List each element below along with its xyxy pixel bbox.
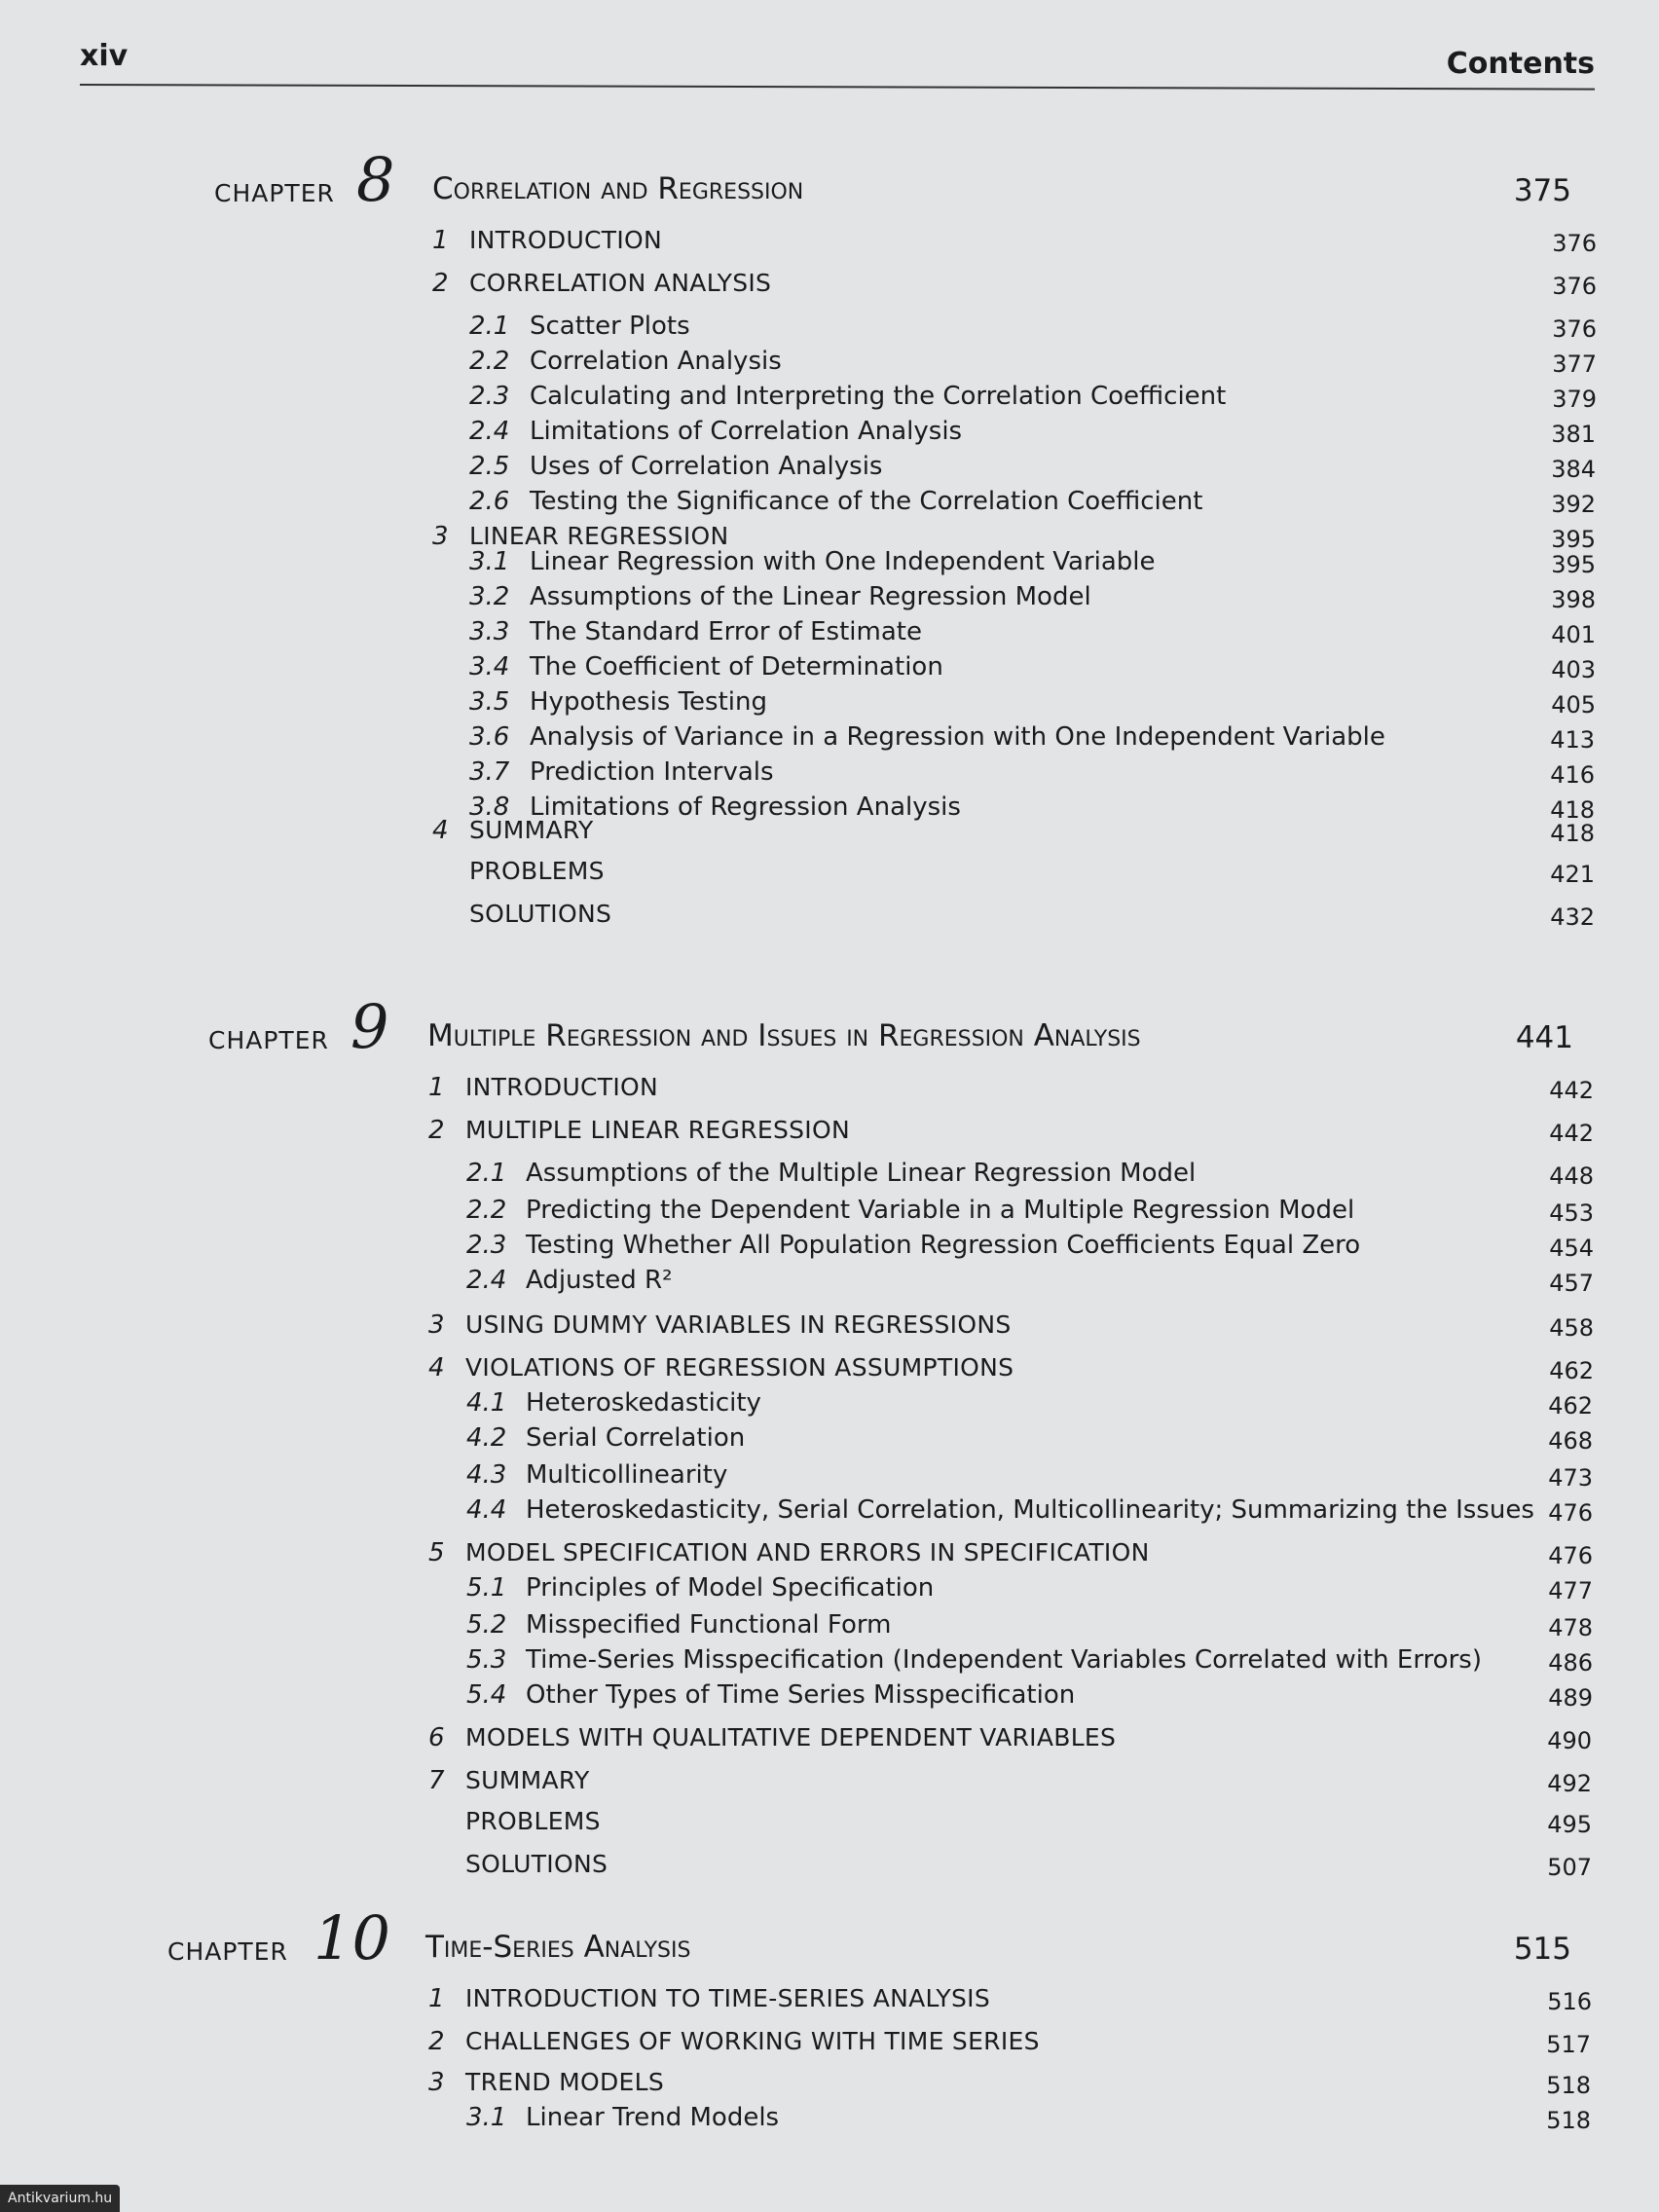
- entry-page: 518: [1546, 2072, 1591, 2099]
- entry-page: 418: [1550, 796, 1595, 824]
- entry-title[interactable]: INTRODUCTION: [465, 1073, 659, 1101]
- entry-title[interactable]: INTRODUCTION: [469, 226, 663, 254]
- entry-page: 384: [1551, 456, 1596, 483]
- chapter-page: 375: [1513, 173, 1571, 208]
- entry-title[interactable]: PROBLEMS: [465, 1807, 601, 1835]
- subsection-entry[interactable]: [0, 1196, 1659, 1231]
- entry-number: 1: [428, 1984, 445, 2013]
- chapter-heading: [0, 144, 1659, 234]
- entry-title[interactable]: Serial Correlation: [526, 1423, 746, 1453]
- entry-page: 413: [1550, 726, 1595, 754]
- entry-title[interactable]: SOLUTIONS: [465, 1850, 608, 1878]
- entry-title[interactable]: SUMMARY: [465, 1766, 590, 1794]
- section-entry[interactable]: [0, 1310, 1659, 1346]
- entry-number: 3: [432, 522, 449, 551]
- section-entry[interactable]: [0, 1073, 1659, 1108]
- entry-page: 401: [1551, 621, 1596, 648]
- entry-page: 376: [1552, 315, 1597, 343]
- entry-title[interactable]: Linear Trend Models: [526, 2103, 780, 2132]
- entry-number: 2.2: [469, 347, 510, 376]
- entry-page: 442: [1549, 1077, 1594, 1104]
- subsection-entry[interactable]: [0, 687, 1659, 722]
- entry-page: 476: [1548, 1542, 1593, 1569]
- chapter-label: CHAPTER: [167, 1937, 288, 1966]
- entry-title[interactable]: Testing the Significance of the Correlation Coefficient: [530, 487, 1203, 516]
- section-entry[interactable]: [0, 269, 1659, 304]
- entry-number: 4: [432, 816, 449, 845]
- entry-number: 2.6: [469, 487, 510, 516]
- subsection-entry[interactable]: [0, 617, 1659, 652]
- entry-page: 517: [1546, 2031, 1591, 2058]
- subsection-entry[interactable]: [0, 1231, 1659, 1266]
- entry-title[interactable]: Predicting the Dependent Variable in a Multiple Regression Model: [526, 1196, 1355, 1225]
- entry-number: 5.4: [466, 1680, 507, 1710]
- chapter-number: 10: [313, 1902, 390, 1973]
- chapter-page: 441: [1515, 1020, 1573, 1055]
- entry-page: 507: [1547, 1854, 1592, 1881]
- subsection-entry[interactable]: [0, 582, 1659, 617]
- entry-number: 4.4: [466, 1495, 507, 1525]
- entry-title[interactable]: SOLUTIONS: [469, 900, 612, 928]
- subsection-entry[interactable]: [0, 1388, 1659, 1423]
- entry-title[interactable]: Uses of Correlation Analysis: [530, 452, 883, 481]
- header-rule: [80, 84, 1595, 91]
- entry-title[interactable]: Other Types of Time Series Misspecification: [526, 1680, 1076, 1710]
- chapter-heading: [0, 1902, 1659, 1992]
- subsection-entry[interactable]: [0, 452, 1659, 487]
- chapter-label: CHAPTER: [208, 1026, 329, 1054]
- subsection-entry[interactable]: [0, 2103, 1659, 2138]
- entry-number: 4.2: [466, 1423, 507, 1453]
- entry-title[interactable]: INTRODUCTION TO TIME-SERIES ANALYSIS: [465, 1984, 991, 2012]
- subsection-entry[interactable]: [0, 1645, 1659, 1680]
- chapter-title[interactable]: Time-Series Analysis: [425, 1930, 691, 1965]
- entry-title[interactable]: CHALLENGES OF WORKING WITH TIME SERIES: [465, 2027, 1040, 2055]
- entry-title[interactable]: Heteroskedasticity, Serial Correlation, Multicollinearity; Summarizing the Issues: [526, 1495, 1534, 1525]
- subsection-entry[interactable]: [0, 1610, 1659, 1645]
- subsection-entry[interactable]: [0, 1460, 1659, 1495]
- entry-title[interactable]: The Standard Error of Estimate: [530, 617, 922, 646]
- entry-number: 2: [428, 2027, 445, 2056]
- subsection-entry[interactable]: [0, 1159, 1659, 1194]
- section-entry[interactable]: [0, 900, 1659, 935]
- entry-number: 2.3: [469, 382, 510, 411]
- entry-page: 473: [1548, 1464, 1593, 1492]
- entry-number: 3.6: [469, 722, 510, 752]
- subsection-entry[interactable]: [0, 1680, 1659, 1715]
- subsection-entry[interactable]: [0, 652, 1659, 687]
- subsection-entry[interactable]: [0, 487, 1659, 522]
- entry-page: 458: [1549, 1314, 1594, 1342]
- chapter-title[interactable]: Multiple Regression and Issues in Regression Analysis: [427, 1018, 1141, 1053]
- entry-page: 381: [1551, 421, 1596, 448]
- entry-page: 398: [1551, 586, 1596, 613]
- entry-number: 5.3: [466, 1645, 507, 1675]
- entry-number: 3: [428, 1310, 445, 1340]
- entry-number: 2: [432, 269, 449, 298]
- entry-title[interactable]: Misspecified Functional Form: [526, 1610, 892, 1640]
- entry-title[interactable]: Hypothesis Testing: [530, 687, 768, 717]
- section-entry[interactable]: [0, 1850, 1659, 1885]
- entry-page: 462: [1548, 1392, 1593, 1419]
- entry-page: 478: [1548, 1614, 1593, 1641]
- entry-title[interactable]: Limitations of Correlation Analysis: [530, 417, 963, 446]
- chapter-page: 515: [1513, 1932, 1571, 1967]
- entry-page: 453: [1549, 1199, 1594, 1227]
- entry-page: 395: [1551, 526, 1596, 553]
- entry-page: 454: [1549, 1235, 1594, 1262]
- entry-title[interactable]: LINEAR REGRESSION: [469, 522, 729, 550]
- subsection-entry[interactable]: [0, 1495, 1659, 1530]
- entry-number: 3.1: [466, 2103, 507, 2132]
- entry-number: 7: [428, 1766, 445, 1795]
- entry-number: 2.3: [466, 1231, 507, 1260]
- entry-number: 2.5: [469, 452, 510, 481]
- entry-page: 395: [1551, 551, 1596, 578]
- entry-page: 457: [1549, 1270, 1594, 1297]
- section-entry[interactable]: [0, 1723, 1659, 1758]
- entry-title[interactable]: Linear Regression with One Independent Variable: [530, 547, 1156, 576]
- entry-page: 490: [1547, 1727, 1592, 1754]
- entry-number: 2: [428, 1116, 445, 1145]
- subsection-entry[interactable]: [0, 417, 1659, 452]
- entry-page: 376: [1552, 230, 1597, 257]
- entry-title[interactable]: Correlation Analysis: [530, 347, 782, 376]
- section-entry[interactable]: [0, 1984, 1659, 2019]
- subsection-entry[interactable]: [0, 547, 1659, 582]
- entry-page: 421: [1550, 861, 1595, 888]
- entry-title[interactable]: Assumptions of the Linear Regression Model: [530, 582, 1091, 611]
- entry-page: 392: [1551, 491, 1596, 518]
- chapter-label: CHAPTER: [214, 179, 335, 207]
- entry-page: 477: [1548, 1577, 1593, 1604]
- chapter-number: 9: [350, 991, 389, 1062]
- entry-number: 3.2: [469, 582, 510, 611]
- entry-title[interactable]: MODEL SPECIFICATION AND ERRORS IN SPECIFICATION: [465, 1538, 1150, 1567]
- entry-page: 476: [1548, 1499, 1593, 1527]
- entry-title[interactable]: Limitations of Regression Analysis: [530, 793, 961, 822]
- subsection-entry[interactable]: [0, 347, 1659, 382]
- subsection-entry[interactable]: [0, 1423, 1659, 1458]
- section-entry[interactable]: [0, 857, 1659, 892]
- entry-number: 2.4: [469, 417, 510, 446]
- entry-number: 3.5: [469, 687, 510, 717]
- entry-page: 492: [1547, 1770, 1592, 1797]
- entry-number: 2.1: [469, 312, 510, 341]
- section-entry[interactable]: [0, 1766, 1659, 1801]
- entry-page: 462: [1549, 1357, 1594, 1384]
- entry-number: 5: [428, 1538, 445, 1567]
- entry-number: 3.4: [469, 652, 510, 682]
- subsection-entry[interactable]: [0, 757, 1659, 793]
- entry-page: 442: [1549, 1120, 1594, 1147]
- section-entry[interactable]: [0, 1116, 1659, 1151]
- section-entry[interactable]: [0, 2068, 1659, 2103]
- entry-page: 468: [1548, 1427, 1593, 1455]
- entry-title[interactable]: Prediction Intervals: [530, 757, 774, 787]
- entry-title[interactable]: Adjusted R²: [526, 1266, 673, 1295]
- entry-title[interactable]: Heteroskedasticity: [526, 1388, 761, 1418]
- entry-title[interactable]: SUMMARY: [469, 816, 594, 844]
- entry-number: 3.7: [469, 757, 510, 787]
- entry-number: 3: [428, 2068, 445, 2097]
- entry-page: 379: [1552, 386, 1597, 413]
- chapter-heading: [0, 991, 1659, 1081]
- entry-page: 516: [1547, 1988, 1592, 2015]
- entry-number: 5.2: [466, 1610, 507, 1640]
- entry-page: 405: [1551, 691, 1596, 719]
- subsection-entry[interactable]: [0, 1266, 1659, 1301]
- entry-page: 495: [1547, 1811, 1592, 1838]
- entry-number: 2.1: [466, 1159, 507, 1188]
- subsection-entry[interactable]: [0, 1573, 1659, 1608]
- entry-title[interactable]: The Coefficient of Determination: [530, 652, 943, 682]
- watermark-stamp: Antikvarium.hu: [0, 2185, 120, 2212]
- entry-number: 4.3: [466, 1460, 507, 1490]
- entry-number: 1: [432, 226, 449, 255]
- entry-title[interactable]: Analysis of Variance in a Regression with One Independent Variable: [530, 722, 1385, 752]
- entry-title[interactable]: Multicollinearity: [526, 1460, 728, 1490]
- entry-number: 5.1: [466, 1573, 507, 1603]
- entry-title[interactable]: Calculating and Interpreting the Correlation Coefficient: [530, 382, 1227, 411]
- entry-number: 2.2: [466, 1196, 507, 1225]
- chapter-number: 8: [356, 144, 395, 215]
- section-entry[interactable]: [0, 1353, 1659, 1388]
- entry-title[interactable]: MULTIPLE LINEAR REGRESSION: [465, 1116, 850, 1144]
- entry-title[interactable]: Assumptions of the Multiple Linear Regression Model: [526, 1159, 1197, 1188]
- entry-title[interactable]: Time-Series Misspecification (Independent Variables Correlated with Errors): [526, 1645, 1482, 1675]
- entry-number: 3.1: [469, 547, 510, 576]
- entry-page: 403: [1551, 656, 1596, 683]
- entry-page: 489: [1548, 1684, 1593, 1712]
- entry-number: 3.8: [469, 793, 510, 822]
- entry-number: 4: [428, 1353, 445, 1382]
- entry-page: 416: [1550, 761, 1595, 789]
- entry-page: 448: [1549, 1162, 1594, 1190]
- entry-page: 486: [1548, 1649, 1593, 1677]
- section-entry[interactable]: [0, 2027, 1659, 2062]
- entry-number: 4.1: [466, 1388, 507, 1418]
- entry-page: 432: [1550, 903, 1595, 931]
- entry-title[interactable]: PROBLEMS: [469, 857, 605, 885]
- entry-title[interactable]: MODELS WITH QUALITATIVE DEPENDENT VARIABLES: [465, 1723, 1117, 1751]
- entry-number: 6: [428, 1723, 445, 1752]
- entry-title[interactable]: Principles of Model Specification: [526, 1573, 935, 1603]
- entry-page: 377: [1552, 350, 1597, 378]
- section-entry[interactable]: [0, 226, 1659, 261]
- entry-number: 1: [428, 1073, 445, 1102]
- subsection-entry[interactable]: [0, 382, 1659, 417]
- entry-number: 2.4: [466, 1266, 507, 1295]
- section-entry[interactable]: [0, 816, 1659, 851]
- section-entry[interactable]: [0, 1538, 1659, 1573]
- entry-title[interactable]: TREND MODELS: [465, 2068, 665, 2096]
- entry-number: 3.3: [469, 617, 510, 646]
- entry-page: 418: [1550, 820, 1595, 847]
- subsection-entry[interactable]: [0, 722, 1659, 757]
- entry-title[interactable]: VIOLATIONS OF REGRESSION ASSUMPTIONS: [465, 1353, 1014, 1382]
- entry-page: 518: [1546, 2107, 1591, 2134]
- entry-title[interactable]: Testing Whether All Population Regression Coefficients Equal Zero: [526, 1231, 1361, 1260]
- section-entry[interactable]: [0, 1807, 1659, 1842]
- running-title: Contents: [1446, 47, 1595, 81]
- entry-title[interactable]: USING DUMMY VARIABLES IN REGRESSIONS: [465, 1310, 1012, 1339]
- chapter-title[interactable]: Correlation and Regression: [432, 171, 804, 206]
- page-number: xiv: [80, 39, 129, 73]
- entry-title[interactable]: CORRELATION ANALYSIS: [469, 269, 772, 297]
- subsection-entry[interactable]: [0, 312, 1659, 347]
- entry-page: 376: [1552, 273, 1597, 300]
- entry-title[interactable]: Scatter Plots: [530, 312, 690, 341]
